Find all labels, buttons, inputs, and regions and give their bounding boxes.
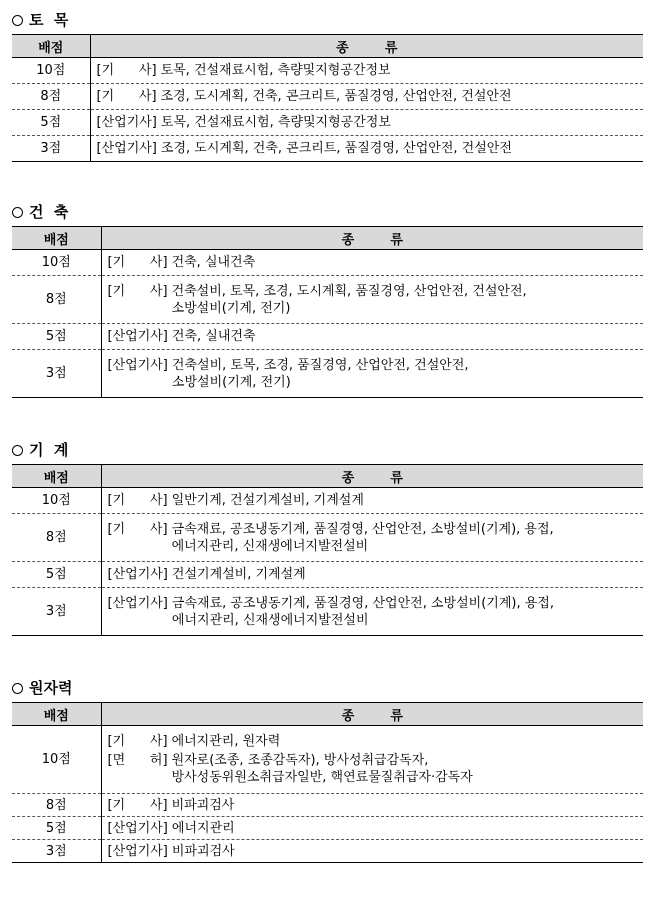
table-row	[12, 136, 643, 162]
row-content	[101, 588, 643, 636]
qualification-list: 비파괴검사	[171, 843, 235, 859]
row-score: 8점	[12, 84, 90, 110]
qualification-list: 금속재료, 공조냉동기계, 품질경영, 산업안전, 소방설비(기계), 용접,	[171, 595, 554, 611]
row-content	[101, 350, 643, 398]
row-content	[90, 84, 643, 110]
section-title: 건 축	[29, 203, 69, 221]
row-score: 5점	[12, 817, 101, 840]
circle-bullet-icon	[12, 207, 23, 218]
table-row	[12, 350, 643, 398]
table-row	[12, 488, 643, 514]
row-content	[101, 794, 643, 817]
qualification-list-cont: 에너지관리, 신재생에너지발전설비	[171, 612, 369, 628]
header-score: 배점	[12, 227, 101, 250]
qualification-list: 건축, 실내건축	[171, 255, 256, 270]
section-title: 원자력	[29, 679, 73, 697]
table-row	[12, 324, 643, 350]
qualification-list-cont: 소방설비(기계, 전기)	[171, 300, 291, 316]
row-content	[90, 58, 643, 84]
row-content	[101, 250, 643, 276]
table-row	[12, 58, 643, 84]
section-machinery	[12, 436, 643, 636]
section-architecture	[12, 198, 643, 398]
row-content	[101, 324, 643, 350]
table-row	[12, 110, 643, 136]
license-list: 원자로(조종, 조종감독자), 방사성취급감독자,	[171, 753, 429, 768]
qualification-list: 건축설비, 토목, 조경, 품질경영, 산업안전, 건설안전,	[171, 357, 469, 373]
header-kind: 종 류	[341, 708, 403, 724]
qualification-list: 비파괴검사	[171, 797, 235, 813]
qualification-tag: [기 사]	[96, 63, 157, 78]
header-score: 배점	[12, 35, 90, 58]
row-content	[101, 840, 643, 863]
table-row	[12, 250, 643, 276]
header-score: 배점	[12, 703, 101, 726]
qualification-tag: [산업기사]	[107, 357, 168, 373]
qualification-tag: [기 사]	[96, 89, 157, 104]
license-list-cont: 방사성동위원소취급자일반, 핵연료물질취급자·감독자	[171, 770, 473, 785]
table-header-row	[12, 227, 643, 250]
qualification-list: 건축설비, 토목, 조경, 도시계획, 품질경영, 산업안전, 건설안전,	[171, 283, 527, 299]
table-header-row	[12, 35, 643, 58]
table-header-row	[12, 465, 643, 488]
qualification-tag: [산업기사]	[96, 141, 157, 156]
qualification-tag: [산업기사]	[107, 820, 168, 836]
qualification-tag: [산업기사]	[107, 595, 168, 611]
qualification-list: 토목, 건설재료시험, 측량및지형공간정보	[160, 63, 391, 78]
row-content	[101, 817, 643, 840]
table-row	[12, 817, 643, 840]
row-score: 5점	[12, 324, 101, 350]
row-content	[101, 514, 643, 562]
section-title: 토 목	[29, 11, 69, 29]
row-score: 8점	[12, 276, 101, 324]
qualification-tag: [기 사]	[107, 734, 168, 749]
row-score: 3점	[12, 588, 101, 636]
qualification-tag: [기 사]	[107, 493, 168, 508]
row-content	[101, 726, 643, 794]
row-score: 8점	[12, 514, 101, 562]
qualification-list: 에너지관리, 원자력	[171, 734, 281, 749]
qualification-tag: [산업기사]	[107, 567, 168, 582]
table-row	[12, 588, 643, 636]
table-row	[12, 276, 643, 324]
header-kind: 종 류	[341, 470, 403, 486]
row-score: 8점	[12, 794, 101, 817]
score-table	[12, 702, 643, 863]
qualification-tag: [기 사]	[107, 283, 168, 299]
row-content	[101, 488, 643, 514]
qualification-list: 조경, 도시계획, 건축, 콘크리트, 품질경영, 산업안전, 건설안전	[160, 141, 512, 156]
qualification-list: 일반기계, 건설기계설비, 기계설계	[171, 493, 364, 508]
qualification-list: 조경, 도시계획, 건축, 콘크리트, 품질경영, 산업안전, 건설안전	[160, 89, 512, 104]
row-content	[90, 136, 643, 162]
section-heading	[12, 198, 643, 226]
license-tag: [면 허]	[107, 753, 168, 768]
row-content	[90, 110, 643, 136]
section-title: 기 계	[29, 441, 69, 459]
qualification-tag: [기 사]	[107, 797, 168, 813]
score-table	[12, 226, 643, 398]
qualification-list: 건축, 실내건축	[171, 329, 256, 344]
qualification-list-cont: 소방설비(기계, 전기)	[171, 374, 291, 390]
table-row	[12, 840, 643, 863]
table-row	[12, 726, 643, 794]
qualification-list: 금속재료, 공조냉동기계, 품질경영, 산업안전, 소방설비(기계), 용접,	[171, 521, 554, 537]
qualification-list: 토목, 건설재료시험, 측량및지형공간정보	[160, 115, 391, 130]
table-header-row	[12, 703, 643, 726]
row-score: 10점	[12, 58, 90, 84]
score-table	[12, 464, 643, 636]
circle-bullet-icon	[12, 15, 23, 26]
row-score: 10점	[12, 488, 101, 514]
section-heading	[12, 436, 643, 464]
table-row	[12, 794, 643, 817]
row-content	[101, 562, 643, 588]
qualification-tag: [산업기사]	[96, 115, 157, 130]
qualification-tag: [기 사]	[107, 255, 168, 270]
table-row	[12, 562, 643, 588]
section-nuclear	[12, 674, 643, 863]
qualification-list: 에너지관리	[171, 820, 235, 836]
row-score: 10점	[12, 250, 101, 276]
row-score: 5점	[12, 562, 101, 588]
row-score: 3점	[12, 136, 90, 162]
qualification-tag: [기 사]	[107, 521, 168, 537]
qualification-tag: [산업기사]	[107, 329, 168, 344]
table-row	[12, 514, 643, 562]
row-score: 10점	[12, 726, 101, 794]
row-score: 3점	[12, 350, 101, 398]
qualification-tag: [산업기사]	[107, 843, 168, 859]
header-kind: 종 류	[336, 40, 398, 56]
section-heading	[12, 6, 643, 34]
section-civil	[12, 6, 643, 162]
circle-bullet-icon	[12, 683, 23, 694]
header-kind: 종 류	[341, 232, 403, 248]
qualification-list: 건설기계설비, 기계설계	[171, 567, 306, 582]
circle-bullet-icon	[12, 445, 23, 456]
qualification-list-cont: 에너지관리, 신재생에너지발전설비	[171, 538, 369, 554]
table-row	[12, 84, 643, 110]
row-content	[101, 276, 643, 324]
header-score: 배점	[12, 465, 101, 488]
row-score: 3점	[12, 840, 101, 863]
row-score: 5점	[12, 110, 90, 136]
score-table	[12, 34, 643, 162]
section-heading	[12, 674, 643, 702]
